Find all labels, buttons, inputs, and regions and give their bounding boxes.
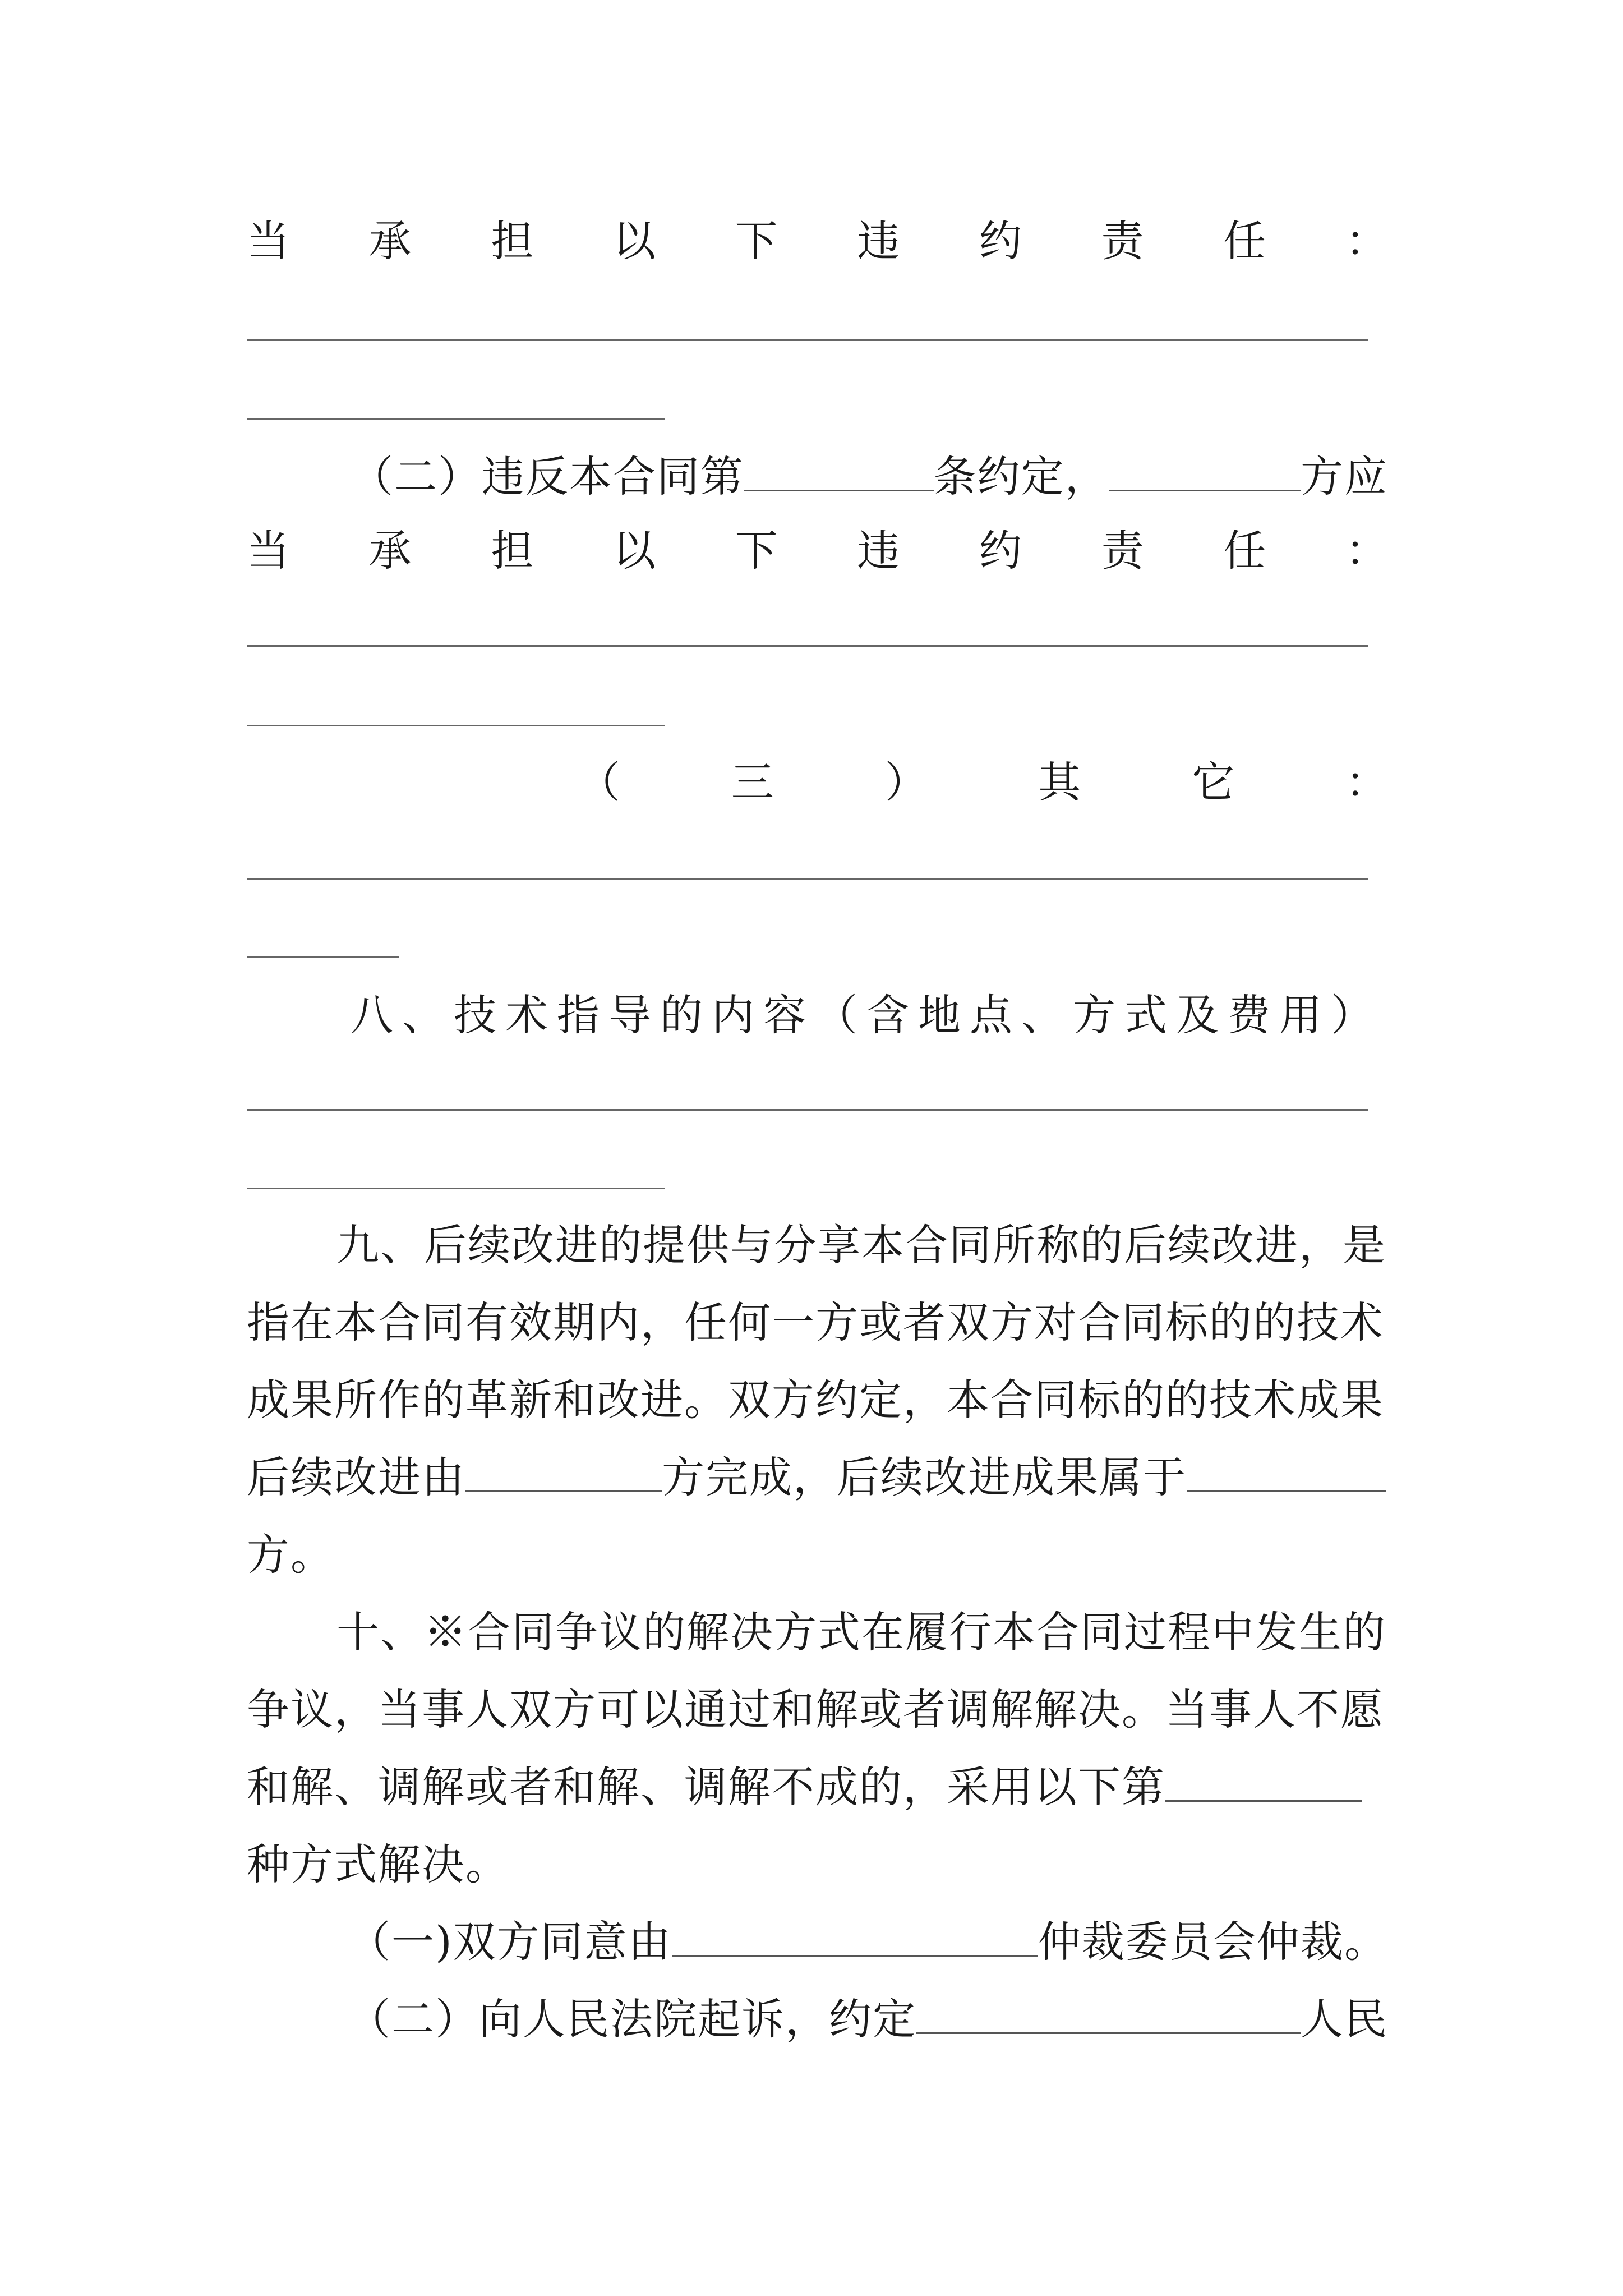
- char: 当: [247, 526, 289, 576]
- section9-line4-a: 后续改进由: [247, 1452, 465, 1502]
- arbitration-committee-blank[interactable]: [672, 1915, 1038, 1957]
- char: 其: [1038, 757, 1081, 807]
- section10-line3-text: 和解、调解或者和解、调解不成的，采用以下第: [247, 1762, 1165, 1812]
- fill-in-rule: [247, 418, 665, 420]
- section8-heading: 八、技术指导的内容（含地点、方式及费用）: [351, 990, 1382, 1040]
- char: ：: [1345, 216, 1388, 266]
- section9-line4: [247, 1450, 1388, 1506]
- section9-line3: 成果所作的革新和改进。双方约定，本合同标的的技术成果: [247, 1375, 1384, 1425]
- liability2-mid: 条约定，: [933, 452, 1109, 501]
- section10-option1: [348, 1914, 1388, 1970]
- char: ）: [884, 757, 928, 807]
- char: 任: [1223, 526, 1266, 576]
- section9-line4-b: 方完成，后续改进成果属于: [662, 1452, 1187, 1502]
- liability2-line: [247, 449, 1388, 505]
- char: 下: [735, 216, 778, 266]
- char: ：: [1345, 757, 1388, 807]
- char: ：: [1345, 526, 1388, 576]
- option1-b: 仲裁委员会仲裁。: [1038, 1917, 1388, 1967]
- court-blank[interactable]: [916, 1992, 1301, 2034]
- char: 责: [1101, 216, 1144, 266]
- section10-line4: 种方式解决。: [247, 1839, 509, 1889]
- char: 任: [1223, 216, 1266, 266]
- fill-in-rule: [247, 725, 665, 726]
- char: 担: [491, 526, 534, 576]
- liability1-tail-line: [247, 213, 1388, 269]
- fill-in-rule: [247, 1188, 665, 1189]
- char: 担: [491, 216, 534, 266]
- fill-in-rule: [247, 1109, 1368, 1111]
- section10-line2: 争议，当事人双方可以通过和解或者调解解决。当事人不愿: [247, 1685, 1384, 1734]
- char: 它: [1192, 757, 1235, 807]
- method-number-blank[interactable]: [1165, 1760, 1362, 1802]
- char: 以: [612, 526, 656, 576]
- char: 当: [247, 216, 289, 266]
- owner-party-blank[interactable]: [1187, 1450, 1386, 1492]
- char: 承: [368, 526, 412, 576]
- other-line: [578, 754, 1388, 811]
- section9-line2: 指在本合同有效期内，任何一方或者双方对合同标的的技术: [247, 1297, 1384, 1347]
- char: 约: [979, 216, 1022, 266]
- fill-in-rule: [247, 878, 1368, 880]
- section9-line5: 方。: [247, 1530, 334, 1580]
- option2-b: 人民: [1301, 1994, 1388, 2044]
- liability2-suffix: 方应: [1301, 452, 1388, 501]
- fill-in-rule: [247, 956, 399, 958]
- char: （: [578, 757, 620, 807]
- char: 下: [735, 526, 778, 576]
- char: 约: [979, 526, 1022, 576]
- char: 违: [857, 216, 900, 266]
- char: 三: [731, 757, 774, 807]
- section9-line1: 九、后续改进的提供与分享本合同所称的后续改进，是: [336, 1220, 1386, 1270]
- liability2-tail-line: [247, 523, 1388, 579]
- option2-a: （二）向人民法院起诉，约定: [348, 1994, 916, 2044]
- party-blank[interactable]: [1109, 449, 1301, 491]
- char: 责: [1101, 526, 1144, 576]
- char: 承: [368, 216, 412, 266]
- char: 违: [857, 526, 900, 576]
- option1-a: （一)双方同意由: [348, 1917, 672, 1967]
- char: 以: [612, 216, 656, 266]
- fill-in-rule: [247, 645, 1368, 647]
- section10-option2: [348, 1991, 1388, 2047]
- section10-line1: 十、※合同争议的解决方式在履行本合同过程中发生的: [336, 1607, 1386, 1657]
- article-number-blank[interactable]: [744, 449, 934, 491]
- fill-in-rule: [247, 339, 1368, 341]
- liability2-prefix: （二）违反本合同第: [351, 452, 744, 501]
- section10-line3: [247, 1759, 1388, 1815]
- improver-party-blank[interactable]: [465, 1450, 662, 1492]
